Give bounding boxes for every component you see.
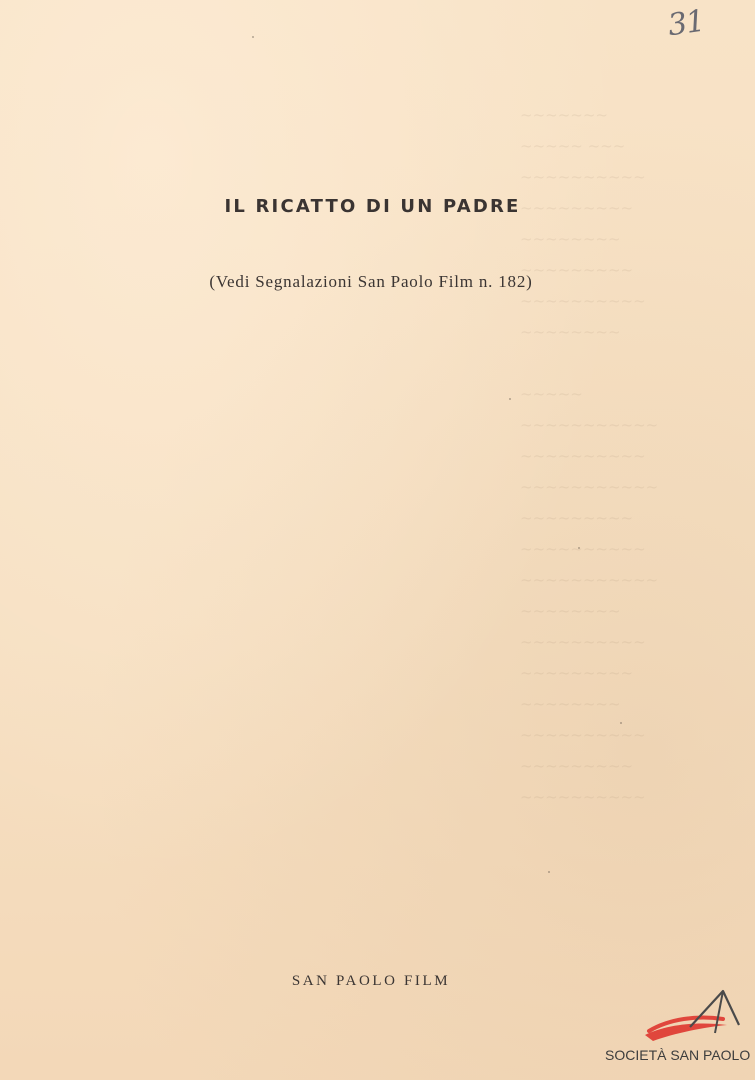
paper-speck <box>252 36 254 38</box>
handwritten-page-number: 31 <box>665 3 707 44</box>
paper-speck <box>509 398 511 400</box>
paper-speck <box>578 547 580 549</box>
document-subtitle: (Vedi Segnalazioni San Paolo Film n. 182) <box>209 272 533 291</box>
document-title: IL RICATTO DI UN PADRE <box>224 196 521 217</box>
publisher-footer: SAN PAOLO FILM <box>291 973 451 989</box>
paper-speck <box>548 871 550 873</box>
paper-speck <box>620 722 622 724</box>
societa-san-paolo-logo <box>605 985 750 1075</box>
bleed-through-texture: ~~~~~~~ ~~~~~ ~~~ ~~~~~~~~~~ ~~~~~~~~~ ~~~~~~~~ ~~~~~~~~~ ~~~~~~~~~~ ~~~~~~~~ ~~~~~ ~~~~~~~~~~~ ~~~~~~~~~~ ~~~~~~~~~~~ ~~~~~~~~~ ~~~~~~~~~~ ~~~~~~~~~~~ ~~~~~~~~ ~~~~~~~~~~ ~~~~~~~~~ ~~~~~~~~ ~~~~~~~~~~ ~~~~~~~~~ ~~~~~~~~~~ <box>520 106 659 806</box>
san-paolo-logo-icon <box>635 985 745 1045</box>
logo-text: SOCIETÀ SAN PAOLO <box>605 1047 751 1063</box>
